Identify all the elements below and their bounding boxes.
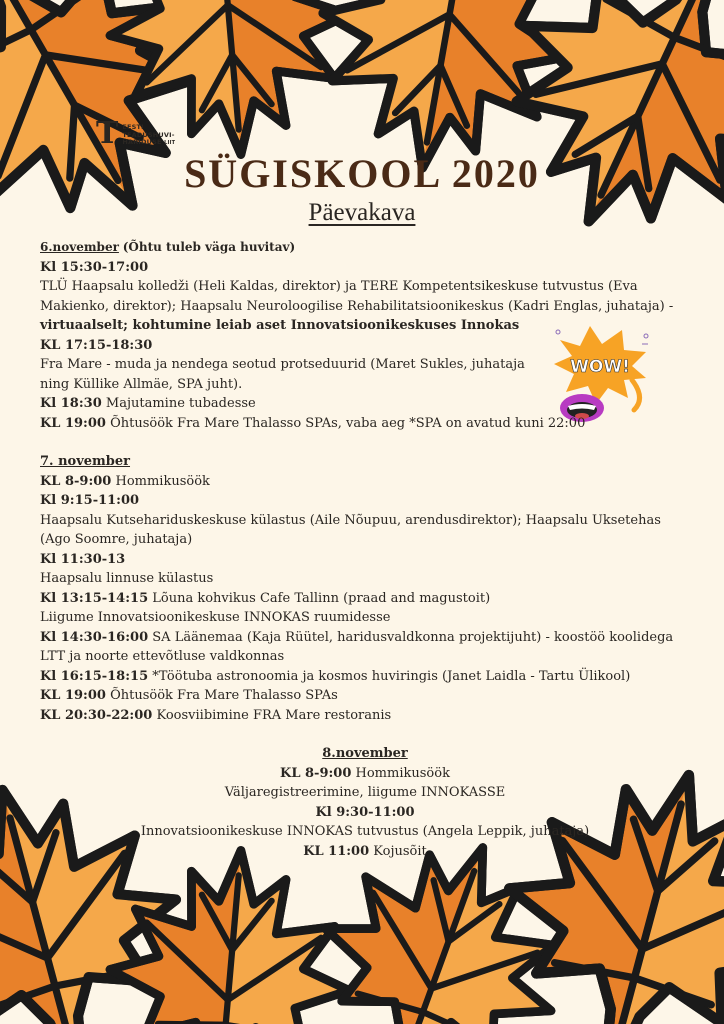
day3-event-5 — [40, 842, 690, 862]
day1-heading: 6.november — [40, 240, 119, 254]
day2-event-3: Haapsalu linnuse külastus — [40, 571, 214, 586]
day3-block — [40, 744, 690, 861]
day2-time-8: KL 19:00 — [40, 688, 106, 703]
day2-event-1-text: Hommikusöök — [115, 473, 210, 489]
day2-time-2: Kl 9:15-11:00 — [40, 493, 140, 508]
day1-event-1-bold: virtuaalselt; kohtumine leiab aset Innovatsioonikeskuses Innokas — [40, 318, 520, 333]
day1-event-1-text: TLÜ Haapsalu kolledži (Heli Kaldas, direktor) ja TERE Kompetentsikeskuse tutvustus (Eva Makienko, direktor); Haapsalu Neuroloogilise Rehabilitatsioonikeskus (Kadri Englas, juhataja) - — [40, 279, 674, 314]
day3-event-1 — [40, 764, 690, 784]
logo-mark: T — [96, 116, 119, 151]
day2-event-2: Haapsalu Kutsehariduskeskuse külastus (Aile Nõupuu, arendusdirektor); Haapsalu Uksetehas (Ago Soomre, juhataja) — [40, 512, 661, 547]
logo-line-1: EESTI — [122, 123, 144, 131]
logo-line-2: TEADUSHUVI- — [122, 130, 175, 139]
day3-event-5-text: Kojusõit — [373, 843, 427, 859]
day3-event-2: Väljaregistreerimine, liigume INNOKASSE — [224, 785, 506, 800]
day1-event-4-text: Õhtusöök Fra Mare Thalasso SPAs, vaba aeg *SPA on avatud kuni 22:00 — [110, 415, 586, 431]
day3-time-1: KL 8-9:00 — [280, 765, 352, 781]
day2-event-9 — [40, 706, 690, 726]
day1-event-3-text: Majutamine tubadesse — [105, 396, 256, 411]
logo-text — [122, 121, 175, 148]
day1-heading-line — [40, 238, 690, 258]
logo-line-3 — [122, 139, 175, 148]
day1-time-2: KL 17:15-18:30 — [40, 337, 153, 353]
day2-event-6 — [40, 628, 690, 667]
day3-event-4: Innovatsioonikeskuse INNOKAS tutvustus (Angela Leppik, juhataja) — [140, 824, 590, 839]
day2-time-3: Kl 11:30-13 — [40, 551, 126, 567]
day2-time-4: Kl 13:15-14:15 — [40, 590, 149, 606]
day2-time-9: KL 20:30-22:00 — [40, 707, 153, 723]
logo-line-3-main: HARIDUSE — [122, 138, 162, 146]
day3-event-1-text: Hommikusöök — [355, 765, 450, 781]
day1-event-3 — [40, 394, 690, 414]
day1-time-1: Kl 15:30-17:00 — [40, 259, 149, 275]
day2-event-4 — [40, 589, 690, 609]
logo-line-3-suffix: LIIT — [164, 140, 176, 146]
day1-event-1 — [40, 277, 690, 336]
day3-heading: 8.november — [322, 746, 408, 761]
day3-time-5: KL 11:00 — [303, 843, 370, 859]
day2-event-9-text: Koosviibimine FRA Mare restoranis — [156, 707, 392, 723]
day1-time-4: KL 19:00 — [40, 415, 106, 431]
day2-time-1: KL 8-9:00 — [40, 473, 112, 489]
day1-time-3: Kl 18:30 — [40, 396, 102, 411]
day2-heading: 7. november — [40, 454, 131, 469]
day2-time-6: Kl 14:30-16:00 — [40, 629, 149, 645]
day3-time-3: Kl 9:30-11:00 — [315, 804, 415, 820]
schedule — [40, 238, 690, 861]
page-subtitle: Päevakava — [308, 199, 416, 226]
day1-note: (Õhtu tuleb väga huvitav) — [122, 240, 296, 254]
day1-event-4 — [40, 414, 690, 434]
day2-event-7 — [40, 667, 690, 687]
day2-event-6-text: SA Läänemaa (Kaja Rüütel, haridusvaldkonna projektijuht) - koostöö koolidega LTT ja noorte ettevõtluse valdkonnas — [40, 629, 674, 664]
day2-event-4-text: Lõuna kohvikus Cafe Tallinn (praad and magustoit) — [152, 590, 491, 606]
page-title: SÜGISKOOL 2020 — [184, 151, 540, 196]
day2-time-7: Kl 16:15-18:15 — [40, 668, 149, 684]
day1-event-2: Fra Mare - muda ja nendega seotud protseduurid (Maret Sukles, juhataja ning Küllike Allmäe, SPA juht). — [40, 357, 525, 392]
day2-event-8-text: Õhtusöök Fra Mare Thalasso SPAs — [110, 688, 338, 703]
day2-event-5: Liigume Innovatsioonikeskuse INNOKAS ruumidesse — [40, 610, 391, 625]
day2-event-1 — [40, 472, 690, 492]
wow-sticker-text: WOW! — [570, 357, 630, 377]
day2-event-8 — [40, 686, 690, 706]
organization-logo — [96, 116, 176, 151]
day2-event-7-text: *Töötuba astronoomia ja kosmos huviringis (Janet Laidla - Tartu Ülikool) — [152, 668, 631, 684]
